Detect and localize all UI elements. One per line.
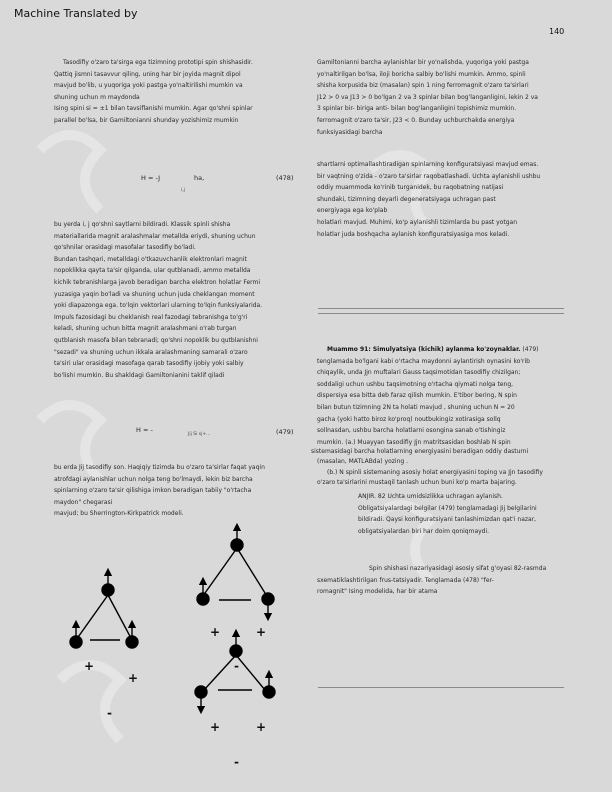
spin-site (230, 645, 242, 657)
bond-sign: + (128, 671, 139, 685)
spin-site (102, 584, 114, 596)
text-line: Bundan tashqari, metalldagi o'tkazuvchanlik elektronlari magnit (54, 255, 247, 263)
spin-site (70, 636, 82, 648)
text-line: parallel bo'lsa, bir Gamiltonianni shunday yozishimiz mumkin (54, 116, 239, 124)
equation-478-lhs: H = -J (141, 174, 161, 182)
equation-479-number: (479) (276, 428, 294, 436)
text-line: shisha korpusida biz (masalan) spin 1 ning ferromagnit o'zaro ta'sirlari (317, 82, 529, 90)
text-line: kichik tebranishlarga javob beradigan barcha elektron holatlar Fermi (54, 278, 261, 286)
text-line: shartlarni optimallashtiradigan spinlarning konfiguratsiyasi mavjud emas. (317, 161, 539, 168)
right-paragraph-2 (317, 159, 579, 240)
text-line: spinlarning o'zaro ta'sir qilishiga imkon beradigan tabiiy "o'rtacha (54, 487, 252, 495)
text-line: soddaligi uchun ushbu taqsimotning o'rtacha qiymati nolga teng, (317, 380, 514, 388)
triangle-right-upper (197, 527, 274, 617)
text-line: nopoklikka qayta ta'sir qilganda, ular qutblanadi, ammo metallda (54, 267, 251, 275)
bond-sign: + (84, 659, 95, 673)
text-line: tenglamada bo'lgani kabi o'rtacha maydonni aylantirish oynasini ko'rib (317, 357, 530, 365)
text-line: bu yerda i, j qo'shni saytlarni bildiradi. Klassik spinli shisha (54, 221, 231, 228)
equation-479-lhs: H = - (136, 426, 153, 434)
bond-sign: - (107, 706, 112, 720)
text-line: sxematiklashtirilgan frus-tatsiyadir. Tenglamada (478) "fer- (317, 576, 494, 584)
text-line: chiqaylik, unda Jjn muftalari Gauss taqsimotidan tasodifiy chizilgan; (317, 369, 521, 377)
equation-479-sub: Jij Si sj+... (188, 432, 211, 437)
text-line: holatlar juda boshqacha aylanish konfiguratsiyasiga mos keladi. (317, 230, 510, 238)
text-line: qo'shnilar orasidagi masofalar tasodifiy bo'ladi. (54, 244, 196, 252)
spin-site (263, 686, 275, 698)
divider (318, 308, 564, 309)
text-line: (masalan, MATLABda) yozing . (317, 458, 409, 466)
text-line: obligatsiyalardan biri har doim qoniqmaydi. (358, 527, 490, 535)
text-line: mavjud; bu Sherrington-Kirkpatrick modeli. (54, 510, 184, 518)
equation-478-mid: ha, (194, 174, 205, 182)
text-line: yoki diapazonga ega. to'lqin vektorlari ularning to'lqin funksiyalarida. (54, 302, 263, 310)
text-line: shuning uchun m maydonda (54, 93, 140, 101)
bond-sign: - (234, 755, 239, 769)
text-line: bilan butun tizimning 2N ta holati mavjud , shuning uchun N = 20 (317, 403, 515, 411)
text-line: yuzasiga yaqin bo'ladi va shuning uchun juda cheklangan moment (54, 290, 255, 298)
triangle-left (70, 572, 138, 648)
text-line: mavjud bo'lib, u yuqoriga yoki pastga yo'naltirilishi mumkin va (54, 82, 243, 90)
text-line: bo'lishi mumkin. Bu shakldagi Gamiltonianini taklif qiladi (54, 371, 225, 379)
text-line: energiyaga ega ko'plab (317, 207, 388, 215)
text-line: ta'siri ular orasidagi masofaga qarab tasodifiy ijobiy yoki salbiy (54, 360, 244, 368)
bond-sign: + (256, 625, 267, 639)
text-line: Ising spini si = ±1 bilan tavsiflanishi mumkin. Agar qo'shni spinlar (54, 105, 253, 113)
text-line: Spin shishasi nazariyasidagi asosiy sifat g'oyasi 82-rasmda (369, 565, 547, 572)
equation-478-number: (478) (276, 174, 294, 182)
text-line: dispersiya esa bitta deb faraz qilish mumkin. E'tibor bering, N spin (317, 392, 517, 400)
text-line: shundaki, tizimning deyarli degeneratsiyaga uchragan past (317, 195, 496, 203)
text-line: maydon" chegarasi (54, 498, 113, 506)
divider (318, 313, 564, 314)
text-line: qutblanish masofa bilan tebranadi; qo'shni nopoklik bu qutblanishni (54, 336, 258, 344)
text-line: (479) (522, 346, 539, 353)
text-line: "sezadi" va shuning uchun ikkala aralashmaning samarali o'zaro (54, 348, 248, 356)
problem-91 (311, 344, 579, 489)
problem-title: Muammo 91: Simulyatsiya (kichik) aylanma ko'zoynaklar. (327, 346, 521, 353)
text-line: o'zaro ta'sirlarini mustaqil tanlash uchun buni ko'p marta bajaring. (317, 478, 517, 486)
text-line: atrofdagi aylanishlar uchun nolga teng bo'lmaydi, lekin biz barcha (54, 475, 253, 483)
text-line: sollnasdan, ushbu barcha holatlarni osongina sanab o'tishingiz (317, 427, 506, 435)
text-line: oddiy muammoda ko'rinib turganidek, bu raqobatning natijasi (317, 184, 504, 192)
text-line: holatlari mavjud. Muhimi, ko'p aylanishli tizimlarda bu past yotgan (317, 218, 518, 226)
bond-sign: + (210, 720, 221, 734)
text-line: Gamiltonianni barcha aylanishlar bir yo'nalishda, yuqoriga yoki pastga (317, 59, 529, 66)
text-line: J12 > 0 va J13 > 0 bo'lgan 2 va 3 spinlar bilan bog'langanligini, lekin 2 va (317, 93, 538, 101)
text-line: keladi, shuning uchun bitta magnit aralashmani o'rab turgan (54, 325, 237, 333)
text-line: Qattiq jismni tasavvur qiling, uning har bir joyida magnit dipol (54, 70, 241, 78)
bond-sign: + (256, 720, 267, 734)
text-line: materiallarida magnit aralashmalar metallda eriydi, shuning uchun (54, 232, 256, 240)
text-line: Impuls fazosidagi bu cheklanish real fazodagi tebranishga to'g'ri (54, 313, 248, 321)
text-line: ferromagnit o'zaro ta'sir, J23 < 0. Bunday uchburchakda energiya (317, 116, 515, 124)
text-line: 3 spinlar bir- biriga anti- bilan bog'langanligini topishimiz mumkin. (317, 105, 517, 113)
bond-sign: + (210, 625, 221, 639)
bond-sign: - (234, 659, 239, 673)
spin-site (197, 593, 209, 605)
text-line: mumkin. (a.) Muayyan tasodifiy Jjn matritsasidan boshlab N spin (317, 438, 511, 446)
text-line: bu erda Jij tasodifiy son. Haqiqiy tizimda bu o'zaro ta'sirlar faqat yaqin (54, 464, 265, 471)
text-line: Tasodifiy o'zaro ta'sirga ega tizimning prototipi spin shishasidir. (63, 59, 253, 66)
machine-translated-header: Machine Translated by (14, 7, 138, 20)
right-paragraph-3 (317, 563, 579, 598)
divider (318, 687, 564, 688)
figure-82-caption (358, 491, 584, 537)
text-line: sistemasidagi barcha holatlarning energiyasini beradigan oddiy dasturni (311, 448, 529, 456)
text-line: bildiradi. Qaysi konfiguratsiyani tanlashimizdan qat'i nazar, (358, 516, 537, 524)
text-line: (b.) N spinli sistemaning asosiy holat energiyasini toping va Jjn tasodifiy (327, 468, 543, 476)
text-line: ANJIR. 82 Uchta umidsizlikka uchragan aylanish. (358, 493, 503, 500)
text-line: gacha (yoki hatto biroz ko'proq) noutbukingiz xotirasiga sollq (317, 415, 501, 423)
text-line: Obligatsiyalardagi belgilar (479) tenglamadagi Jij belgilarini (358, 504, 537, 512)
spin-site (231, 539, 243, 551)
text-line: bir vaqtning o'zida - o'zaro ta'sirlar raqobatlashadi. Uchta aylanishli ushbu (317, 172, 541, 180)
spin-site (126, 636, 138, 648)
text-line: yo'naltirilgan bo'lsa, iloji boricha salbiy bo'lishi mumkin. Ammo, spinli (317, 70, 526, 78)
spin-site (262, 593, 274, 605)
page-number: 140 (549, 27, 565, 36)
text-line: funksiyasidagi barcha (317, 128, 383, 136)
right-paragraph-1 (317, 57, 579, 138)
text-line: romagnit" Ising modelida, har bir atama (317, 588, 438, 596)
equation-478-sub: i,j (181, 188, 185, 193)
spin-site (195, 686, 207, 698)
